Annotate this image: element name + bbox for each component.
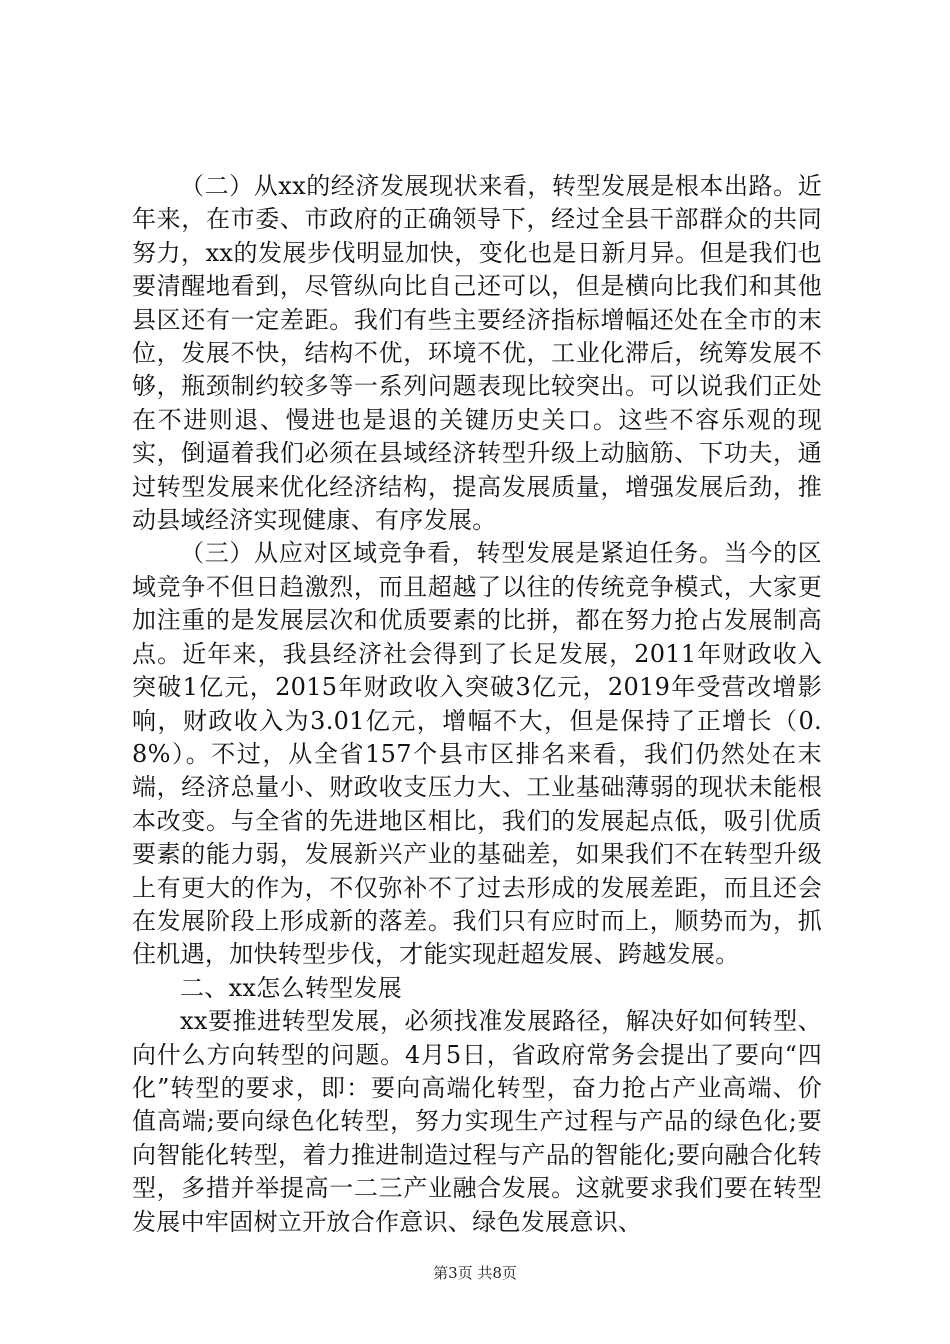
paragraph-regional-competition: （三）从应对区域竞争看，转型发展是紧迫任务。当今的区域竞争不但日趋激烈，而且超越了以往的传统竞争模式，大家更加注重的是发展层次和优质要素的比拼，都在努力抢占发展制高点。近年来，我县经济社会得到了长足发展，2011年财政收入突破1亿元，2015年财政收入突破3亿元，2019年受营改增影响，财政收入为3.01亿元，增幅不大，但是保持了正增长（0.8%）。不过，从全省157个县市区排名来看，我们仍然处在末端，经济总量小、财政收支压力大、工业基础薄弱的现状未能根本改变。与全省的先进地区相比，我们的发展起点低，吸引优质要素的能力弱，发展新兴产业的基础差，如果我们不在转型升级上有更大的作为，不仅弥补不了过去形成的发展差距，而且还会在发展阶段上形成新的落差。我们只有应时而上，顺势而为，抓住机遇，加快转型步伐，才能实现赶超发展、跨越发展。: [132, 539, 822, 969]
document-body: [132, 170, 822, 1239]
paragraph-economic-status: （二）从xx的经济发展现状来看，转型发展是根本出路。近年来，在市委、市政府的正确领导下，经过全县干部群众的共同努力，xx的发展步伐明显加快，变化也是日新月异。但是我们也要清醒地看到，尽管纵向比自己还可以，但是横向比我们和其他县区还有一定差距。我们有些主要经济指标增幅还处在全市的末位，发展不快，结构不优，环境不优，工业化滞后，统筹发展不够，瓶颈制约较多等一系列问题表现比较突出。可以说我们正处在不进则退、慢进也是退的关键历史关口。这些不容乐观的现实，倒逼着我们必须在县域经济转型升级上动脑筋、下功夫，通过转型发展来优化经济结构，提高发展质量，增强发展后劲，推动县域经济实现健康、有序发展。: [132, 172, 822, 535]
section-heading: 二、xx怎么转型发展: [180, 973, 403, 1002]
page-footer: 第3页 共8页: [433, 1264, 517, 1282]
paragraph-transformation-path: xx要推进转型发展，必须找准发展路径，解决好如何转型、向什么方向转型的问题。4月5日，省政府常务会提出了要向“四化”转型的要求，即：要向高端化转型，奋力抢占产业高端、价值高端;要向绿色化转型，努力实现生产过程与产品的绿色化;要向智能化转型，着力推进制造过程与产品的智能化;要向融合化转型，多措并举提高一二三产业融合发展。这就要求我们要在转型发展中牢固树立开放合作意识、绿色发展意识、: [132, 1007, 822, 1236]
